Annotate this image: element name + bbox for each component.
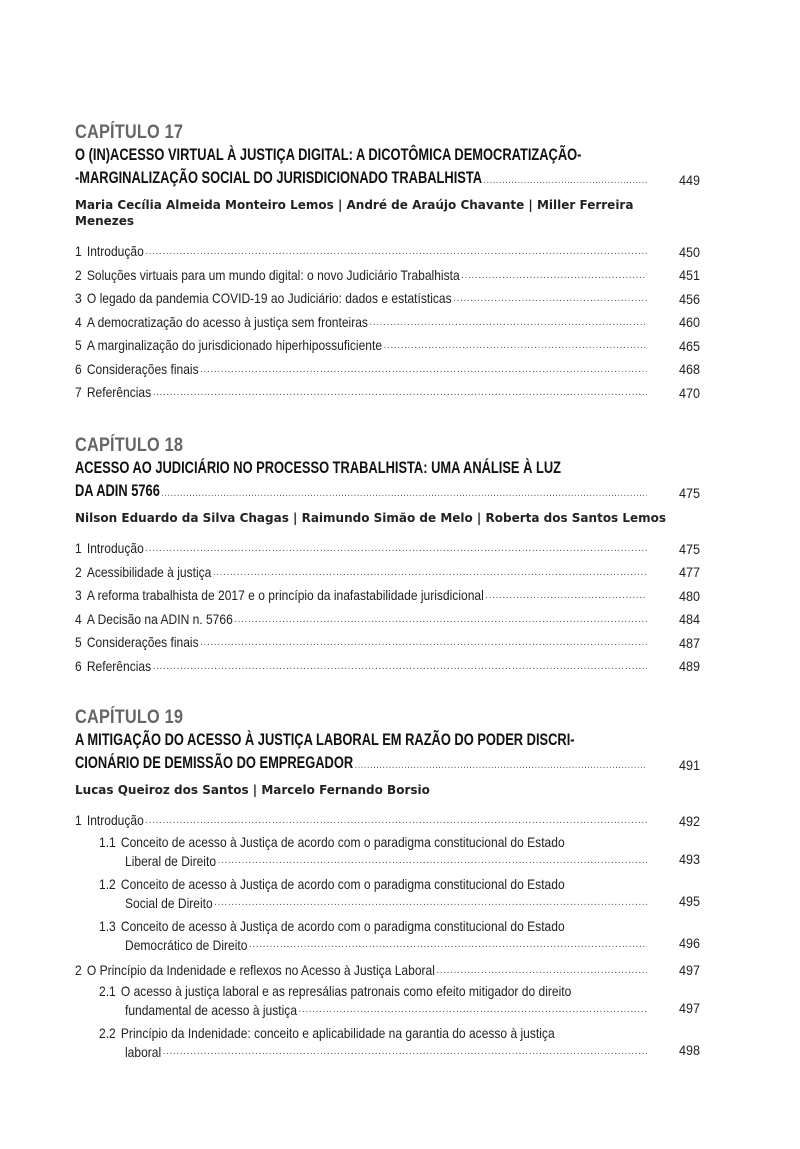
entry-title: A reforma trabalhista de 2017 e o princípio da inafastabilidade jurisdicional <box>86 587 484 603</box>
leader-dots <box>484 175 647 186</box>
page-number: 489 <box>678 658 700 674</box>
page-number: 451 <box>678 267 700 283</box>
page-number: 492 <box>678 812 700 829</box>
entry-title: O Princípio da Indenidade e reflexos no Acesso à Justiça Laboral <box>86 961 435 978</box>
toc-subentry[interactable] <box>75 833 700 871</box>
entry-title: Soluções virtuais para um mundo digital: o novo Judiciário Trabalhista <box>86 266 460 283</box>
chapter-title-line: DA ADIN 5766 <box>75 482 160 500</box>
leader-dots <box>145 240 646 264</box>
toc-entry[interactable] <box>75 287 700 311</box>
page-number: 465 <box>678 337 700 354</box>
entry-number: 7 <box>75 384 82 400</box>
page-number: 498 <box>678 1042 700 1058</box>
toc-entry[interactable] <box>75 358 700 382</box>
chapter-title-line: O (IN)ACESSO VIRTUAL À JUSTIÇA DIGITAL: A DICOTÔMICA DEMOCRATIZAÇÃO- <box>75 146 582 164</box>
toc-entry[interactable] <box>75 240 700 264</box>
page-number: 493 <box>678 850 700 867</box>
page-number: 480 <box>678 587 700 604</box>
page-number: 495 <box>678 892 700 909</box>
toc-entry[interactable] <box>75 809 700 833</box>
page-number: 456 <box>678 290 700 307</box>
entry-title: A democratização do acesso à justiça sem fronteiras <box>86 313 368 330</box>
leader-dots <box>200 631 647 655</box>
entry-title: A Decisão na ADIN n. 5766 <box>86 610 233 627</box>
entry-title: Considerações finais <box>86 634 199 650</box>
entry-number: 1 <box>75 243 82 259</box>
chapter-authors: Lucas Queiroz dos Santos | Marcelo Fernando Borsio <box>75 783 430 797</box>
chapter-title[interactable] <box>75 729 700 775</box>
toc-subentry[interactable] <box>75 917 700 955</box>
entry-title-continued: fundamental de acesso à justiça <box>125 1002 298 1018</box>
toc-subentry[interactable] <box>75 875 700 913</box>
toc-entry[interactable] <box>75 655 700 679</box>
entry-number: 1 <box>75 812 82 828</box>
page-number: 497 <box>678 962 700 978</box>
leader-dots <box>161 488 646 499</box>
leader-dots <box>214 893 647 913</box>
leader-dots <box>384 334 647 358</box>
leader-dots <box>453 287 647 311</box>
leader-dots <box>485 584 646 608</box>
entry-title: Introdução <box>86 812 144 828</box>
toc-entry[interactable] <box>75 537 700 561</box>
leader-dots <box>437 959 647 983</box>
toc-list <box>75 809 700 1062</box>
chapter-19 <box>75 707 700 1066</box>
entry-number: 2 <box>75 563 82 580</box>
chapter-label: CAPÍTULO 17 <box>75 122 184 143</box>
page-number: 484 <box>678 611 700 627</box>
page-number: 477 <box>678 564 700 580</box>
leader-dots <box>461 264 647 288</box>
entry-number: 2.2 <box>99 1025 116 1041</box>
entry-title: Conceito de acesso à Justiça de acordo com o paradigma constitucional do Estado <box>120 875 565 892</box>
toc-subentry[interactable] <box>75 1024 700 1062</box>
leader-dots <box>355 760 647 771</box>
page-number: 470 <box>678 384 700 401</box>
entry-title-continued: Liberal de Direito <box>125 852 217 869</box>
entry-title-continued: Social de Direito <box>125 894 213 911</box>
entry-number: 1.3 <box>99 917 116 934</box>
entry-title: Conceito de acesso à Justiça de acordo com o paradigma constitucional do Estado <box>120 833 565 850</box>
entry-number: 2 <box>75 961 82 978</box>
toc-list <box>75 537 700 678</box>
entry-title: Introdução <box>86 540 144 556</box>
entry-title: Princípio da Indenidade: conceito e aplicabilidade na garantia do acesso à justiça <box>120 1025 555 1041</box>
entry-title: O acesso à justiça laboral e as represálias patronais como efeito mitigador do direito <box>120 983 572 999</box>
entry-title: Considerações finais <box>86 360 199 377</box>
chapter-title[interactable] <box>75 457 700 503</box>
entry-number: 2.1 <box>99 983 116 999</box>
entry-title-continued: Democrático de Direito <box>125 936 248 953</box>
toc-entry[interactable] <box>75 959 700 983</box>
chapter-authors: Maria Cecília Almeida Monteiro Lemos | André de Araújo Chavante | Miller Ferreira Menezes <box>75 198 634 228</box>
page-number: 491 <box>678 757 700 773</box>
toc-entry[interactable] <box>75 608 700 632</box>
chapter-title[interactable] <box>75 144 700 190</box>
leader-dots <box>218 851 647 871</box>
leader-dots <box>235 608 647 632</box>
entry-number: 4 <box>75 610 82 627</box>
entry-number: 3 <box>75 587 82 603</box>
entry-number: 2 <box>75 266 82 283</box>
entry-number: 6 <box>75 360 82 377</box>
entry-number: 1 <box>75 540 82 556</box>
page-number: 460 <box>678 314 700 330</box>
entry-title: Acessibilidade à justiça <box>86 563 212 580</box>
entry-title: Referências <box>86 384 152 400</box>
leader-dots <box>145 809 646 833</box>
toc-entry[interactable] <box>75 584 700 608</box>
leader-dots <box>200 358 647 382</box>
page-number: 497 <box>678 1000 700 1016</box>
leader-dots <box>153 655 647 679</box>
page-number: 450 <box>678 243 700 260</box>
chapter-18 <box>75 435 700 678</box>
chapter-title-line: CIONÁRIO DE DEMISSÃO DO EMPREGADOR <box>75 754 354 772</box>
chapter-title-line: A MITIGAÇÃO DO ACESSO À JUSTIÇA LABORAL EM RAZÃO DO PODER DISCRI- <box>75 731 575 749</box>
page-number: 475 <box>678 540 700 557</box>
page-number: 487 <box>678 634 700 651</box>
entry-title-continued: laboral <box>125 1044 162 1060</box>
entry-number: 4 <box>75 313 82 330</box>
toc-list <box>75 240 700 405</box>
leader-dots <box>370 311 647 335</box>
leader-dots <box>299 1000 647 1020</box>
toc-subentry[interactable] <box>75 982 700 1020</box>
entry-number: 5 <box>75 337 82 353</box>
leader-dots <box>153 381 647 405</box>
toc-entry[interactable] <box>75 631 700 655</box>
toc-entry[interactable] <box>75 381 700 405</box>
chapter-17 <box>75 122 700 405</box>
leader-dots <box>213 561 647 585</box>
entry-number: 1.1 <box>99 833 116 850</box>
chapter-authors: Nilson Eduardo da Silva Chagas | Raimundo Simão de Melo | Roberta dos Santos Lemos <box>75 511 667 525</box>
entry-title: Introdução <box>86 243 144 259</box>
toc-entry[interactable] <box>75 311 700 335</box>
toc-entry[interactable] <box>75 264 700 288</box>
entry-number: 3 <box>75 290 82 306</box>
entry-title: O legado da pandemia COVID-19 ao Judiciário: dados e estatísticas <box>86 290 452 306</box>
leader-dots <box>145 537 646 561</box>
entry-title: Conceito de acesso à Justiça de acordo com o paradigma constitucional do Estado <box>120 917 565 934</box>
entry-number: 1.2 <box>99 875 116 892</box>
entry-title: Referências <box>86 657 152 674</box>
page-number: 496 <box>678 934 700 951</box>
page-number: 468 <box>678 361 700 377</box>
chapter-title-line: -MARGINALIZAÇÃO SOCIAL DO JURISDICIONADO TRABALHISTA <box>75 169 483 187</box>
chapter-label: CAPÍTULO 18 <box>75 435 184 456</box>
entry-number: 6 <box>75 657 82 674</box>
chapter-label: CAPÍTULO 19 <box>75 707 184 728</box>
page-number: 475 <box>678 485 700 501</box>
entry-title: A marginalização do jurisdicionado hiperhipossuficiente <box>86 337 383 353</box>
leader-dots <box>249 935 647 955</box>
toc-entry[interactable] <box>75 334 700 358</box>
chapter-title-line: ACESSO AO JUDICIÁRIO NO PROCESSO TRABALHISTA: UMA ANÁLISE À LUZ <box>75 459 561 477</box>
page-number: 449 <box>678 172 700 188</box>
entry-number: 5 <box>75 634 82 650</box>
leader-dots <box>163 1042 647 1062</box>
toc-entry[interactable] <box>75 561 700 585</box>
